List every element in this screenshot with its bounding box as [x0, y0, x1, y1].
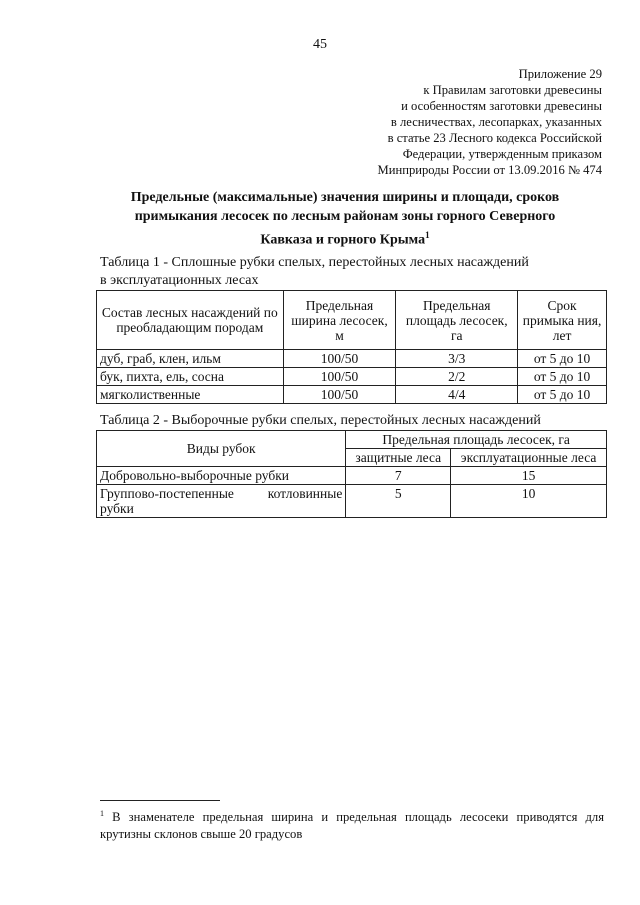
table2-caption: Таблица 2 - Выборочные рубки спелых, перестойных лесных насаждений [100, 413, 541, 428]
table-row [97, 386, 607, 404]
table-cell: 2/2 [396, 368, 518, 386]
appendix-line: и особенностям заготовки древесины [401, 99, 602, 113]
table-cell: 100/50 [283, 350, 396, 368]
column-header: Предельная площадь лесосек, га [346, 431, 607, 449]
footnote-reference: 1 [425, 230, 430, 240]
appendix-line: Минприроды России от 13.09.2016 № 474 [377, 163, 602, 177]
title-line: Предельные (максимальные) значения ширины и площади, сроков [130, 190, 560, 205]
title-line: примыкания лесосек по лесным районам зоны горного Северного [134, 209, 556, 224]
table-cell: 4/4 [396, 386, 518, 404]
table-cell: 100/50 [283, 386, 396, 404]
footnote [100, 805, 604, 843]
table-cell: Добровольно-выборочные рубки [97, 467, 346, 485]
table-header-row [97, 291, 607, 350]
table2 [96, 430, 607, 518]
document-title [95, 188, 595, 250]
column-header: Предельная ширина лесосек, м [283, 291, 396, 350]
appendix-line: в статье 23 Лесного кодекса Российской [387, 131, 602, 145]
footnote-mark: 1 [100, 809, 104, 818]
table1 [96, 290, 607, 404]
table-cell: 5 [346, 485, 451, 518]
column-header: Виды рубок [97, 431, 346, 467]
table-header-row [97, 431, 607, 449]
table-cell: мягколиственные [97, 386, 284, 404]
title-line-text: Кавказа и горного Крыма [260, 232, 426, 248]
table-cell: 100/50 [283, 368, 396, 386]
appendix-note [282, 66, 602, 178]
table-cell: 15 [451, 467, 607, 485]
column-header: Предельная площадь лесосек, га [396, 291, 518, 350]
table-cell: 3/3 [396, 350, 518, 368]
footnote-separator [100, 800, 220, 801]
footnote-text: В знаменателе предельная ширина и предельная площадь лесосеки приводятся для крутизны склонов свыше 20 градусов [100, 810, 604, 842]
table-cell: от 5 до 10 [518, 350, 607, 368]
column-subheader: эксплуатационные леса [451, 449, 607, 467]
table-row [97, 350, 607, 368]
table-cell: 10 [451, 485, 607, 518]
table-cell: от 5 до 10 [518, 386, 607, 404]
appendix-line: к Правилам заготовки древесины [423, 83, 602, 97]
table1-caption: Таблица 1 - Сплошные рубки спелых, перестойных лесных насаждений [100, 255, 529, 270]
table-row [97, 485, 607, 518]
page-number: 45 [313, 37, 327, 52]
appendix-line: в лесничествах, лесопарках, указанных [390, 115, 602, 129]
table-cell: бук, пихта, ель, сосна [97, 368, 284, 386]
column-header: Срок примыка ния, лет [518, 291, 607, 350]
column-subheader: защитные леса [346, 449, 451, 467]
table-cell: 7 [346, 467, 451, 485]
table-cell: Группово-постепенные котловинные рубки [97, 485, 346, 518]
table-cell: от 5 до 10 [518, 368, 607, 386]
table-row [97, 368, 607, 386]
table-cell: дуб, граб, клен, ильм [97, 350, 284, 368]
appendix-line: Приложение 29 [518, 67, 602, 81]
appendix-line: Федерации, утвержденным приказом [402, 147, 602, 161]
column-header: Состав лесных насаждений по преобладающим породам [97, 291, 284, 350]
title-line [95, 226, 595, 250]
table-row [97, 467, 607, 485]
table1-caption-continued: в эксплуатационных лесах [100, 273, 259, 288]
